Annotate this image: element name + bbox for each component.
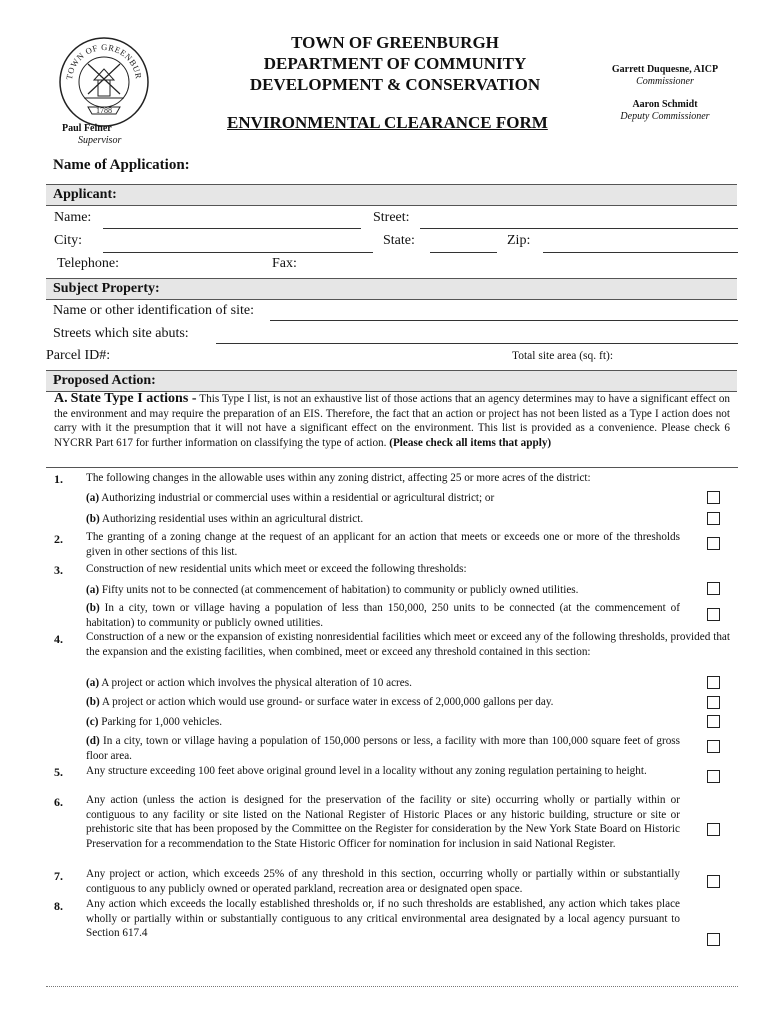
commissioner-name: Garrett Duquesne, AICP xyxy=(611,64,719,75)
header-town: TOWN OF GREENBURGH xyxy=(291,33,499,52)
telephone-label: Telephone: xyxy=(57,256,119,271)
name-field[interactable] xyxy=(103,228,361,229)
item-number: 3. xyxy=(54,563,63,577)
item-4c-text xyxy=(86,715,686,730)
section-title: State Type I actions - xyxy=(70,391,197,406)
commissioner-title: Commissioner xyxy=(636,76,694,87)
item-3b-checkbox[interactable] xyxy=(707,608,720,621)
applicant-section-header xyxy=(46,184,737,206)
form-title: ENVIRONMENTAL CLEARANCE FORM xyxy=(227,113,548,132)
item-3a-text xyxy=(86,583,686,598)
item-number: 7. xyxy=(54,869,63,883)
item-number: 4. xyxy=(54,632,63,646)
item-4d-checkbox[interactable] xyxy=(707,740,720,753)
item-5-text: Any structure exceeding 100 feet above original ground level in a locality without any zoning regulation pertaining to height. xyxy=(86,765,647,777)
item-1-text: The following changes in the allowable uses within any zoning district, affecting 25 or more acres of the district: xyxy=(86,472,591,484)
header-division: DEVELOPMENT & CONSERVATION xyxy=(249,75,541,94)
item-1b-checkbox[interactable] xyxy=(707,512,720,525)
deputy-name: Aaron Schmidt xyxy=(632,99,698,110)
property-section-header xyxy=(46,278,737,300)
item-3a-desc: Fifty units not to be connected (at commencement of habitation) to community or publicly owned utilities. xyxy=(99,584,579,596)
item-5-checkbox[interactable] xyxy=(707,770,720,783)
svg-text:TOWN OF GREENBURGH xyxy=(58,36,144,80)
type-one-intro xyxy=(54,392,730,450)
name-label: Name: xyxy=(54,210,92,225)
supervisor-title: Supervisor xyxy=(78,135,122,146)
site-name-label: Name or other identification of site: xyxy=(53,303,254,318)
item-1a-text xyxy=(86,491,686,506)
section-intro-text: This Type I list, is not an exhaustive list of those actions that an agency determines may to have a significant effect on the environment and may require the preparation of an EIS. Therefore, the fact that an action or project has not been listed as a Type I action does not carry with it the presumption that it will not have a significant effect on the environment. This list is provided as a convenience. Please check 6 NYCRR Part 617 for further information on classifying the type of action. xyxy=(54,393,731,449)
seal-year: 1788 xyxy=(96,106,112,115)
item-4a-text xyxy=(86,676,686,691)
deputy-title: Deputy Commissioner xyxy=(620,111,710,122)
abutting-streets-label: Streets which site abuts: xyxy=(53,326,189,341)
item-1a-checkbox[interactable] xyxy=(707,491,720,504)
item-3-text: Construction of new residential units which meet or exceed the following thresholds: xyxy=(86,563,467,575)
city-field[interactable] xyxy=(103,252,373,253)
town-seal xyxy=(58,36,150,128)
item-4b-desc: A project or action which would use ground- or surface water in excess of 2,000,000 gallons per day. xyxy=(99,696,554,708)
item-3a-label: (a) xyxy=(86,584,100,596)
application-name-label: Name of Application: xyxy=(53,157,190,173)
item-3b-text xyxy=(86,601,680,630)
item-1b-text xyxy=(86,512,686,527)
site-area-label: Total site area (sq. ft): xyxy=(512,350,614,362)
item-4d-text xyxy=(86,734,680,763)
item-3a-checkbox[interactable] xyxy=(707,582,720,595)
section-letter: A. xyxy=(54,391,68,406)
item-6-text: Any action (unless the action is designed for the preservation of the facility or site) occurring wholly or partially within or contiguous to any facility or site listed on the National Register of Historic Places or any historic building, structure or site or prehistoric site that has been proposed by the Committee on the Register for consideration by the New York State Board on Historic Preservation for a recommendation to the State Historic Officer for nomination for inclusion in said National Register. xyxy=(86,794,680,850)
item-4c-desc: Parking for 1,000 vehicles. xyxy=(98,716,223,728)
action-heading: Proposed Action: xyxy=(53,373,156,388)
applicant-heading: Applicant: xyxy=(53,187,117,202)
item-7-checkbox[interactable] xyxy=(707,875,720,888)
item-3b-label: (b) xyxy=(86,602,100,614)
item-number: 2. xyxy=(54,532,63,546)
item-4b-label: (b) xyxy=(86,696,100,708)
item-7-text: Any project or action, which exceeds 25% of any threshold in this section, occurring wholly or partially within or substantially contiguous to any publicly owned or operated parkland, recreation area or designated open space. xyxy=(86,868,680,895)
item-number: 5. xyxy=(54,765,63,779)
item-8-text: Any action which exceeds the locally established thresholds or, if no such thresholds are established, any action which takes place wholly or partially within or substantially contiguous to any critical environmental area designated by a local agency pursuant to Section 617.4 xyxy=(86,898,680,940)
site-name-field[interactable] xyxy=(270,320,738,321)
item-number: 8. xyxy=(54,899,63,913)
street-label: Street: xyxy=(373,210,410,225)
zip-label: Zip: xyxy=(507,233,531,248)
street-field[interactable] xyxy=(420,228,738,229)
item-1a-desc: Authorizing industrial or commercial uses within a residential or agricultural district; or xyxy=(99,492,495,504)
item-1b-label: (b) xyxy=(86,513,100,525)
item-8-checkbox[interactable] xyxy=(707,933,720,946)
item-4a-desc: A project or action which involves the physical alteration of 10 acres. xyxy=(99,677,412,689)
item-3b-desc: In a city, town or village having a population of less than 150,000, 250 units to be connected (at the commencement of habitation) to community or publicly owned utilities. xyxy=(86,602,680,629)
item-number: 1. xyxy=(54,472,63,486)
city-label: City: xyxy=(54,233,83,248)
header-department: DEPARTMENT OF COMMUNITY xyxy=(263,54,527,73)
item-4b-checkbox[interactable] xyxy=(707,696,720,709)
item-1a-label: (a) xyxy=(86,492,100,504)
item-4d-label: (d) xyxy=(86,735,100,747)
item-4b-text xyxy=(86,695,686,710)
item-4-text: Construction of a new or the expansion of existing nonresidential facilities which meet or exceed any of the following thresholds, provided that the expansion and the existing facilities, when combined, meet or exceed any threshold contained in this section: xyxy=(86,631,730,658)
item-4c-label: (c) xyxy=(86,716,99,728)
action-section-header xyxy=(46,370,737,392)
item-4a-label: (a) xyxy=(86,677,100,689)
parcel-id-label: Parcel ID#: xyxy=(46,348,111,363)
item-1b-desc: Authorizing residential uses within an agricultural district. xyxy=(99,513,364,525)
item-2-checkbox[interactable] xyxy=(707,537,720,550)
supervisor-name: Paul Feiner xyxy=(62,123,112,134)
item-number: 6. xyxy=(54,795,63,809)
zip-field[interactable] xyxy=(543,252,738,253)
section-note: (Please check all items that apply) xyxy=(389,436,552,449)
item-2-text: The granting of a zoning change at the request of an applicant for an action that meets or exceeds one or more of the thresholds given in other sections of this list. xyxy=(86,531,680,558)
footer-divider xyxy=(46,986,738,987)
item-4d-desc: In a city, town or village having a population of 150,000 persons or less, a facility with more than 100,000 square feet of gross floor area. xyxy=(86,735,680,762)
property-heading: Subject Property: xyxy=(53,281,160,296)
item-4c-checkbox[interactable] xyxy=(707,715,720,728)
item-6-checkbox[interactable] xyxy=(707,823,720,836)
fax-label: Fax: xyxy=(272,256,297,271)
seal-text: TOWN OF GREENBUR xyxy=(64,41,144,81)
abutting-streets-field[interactable] xyxy=(216,343,738,344)
state-label: State: xyxy=(383,233,415,248)
intro-divider xyxy=(46,467,738,468)
item-4a-checkbox[interactable] xyxy=(707,676,720,689)
state-field[interactable] xyxy=(430,252,497,253)
